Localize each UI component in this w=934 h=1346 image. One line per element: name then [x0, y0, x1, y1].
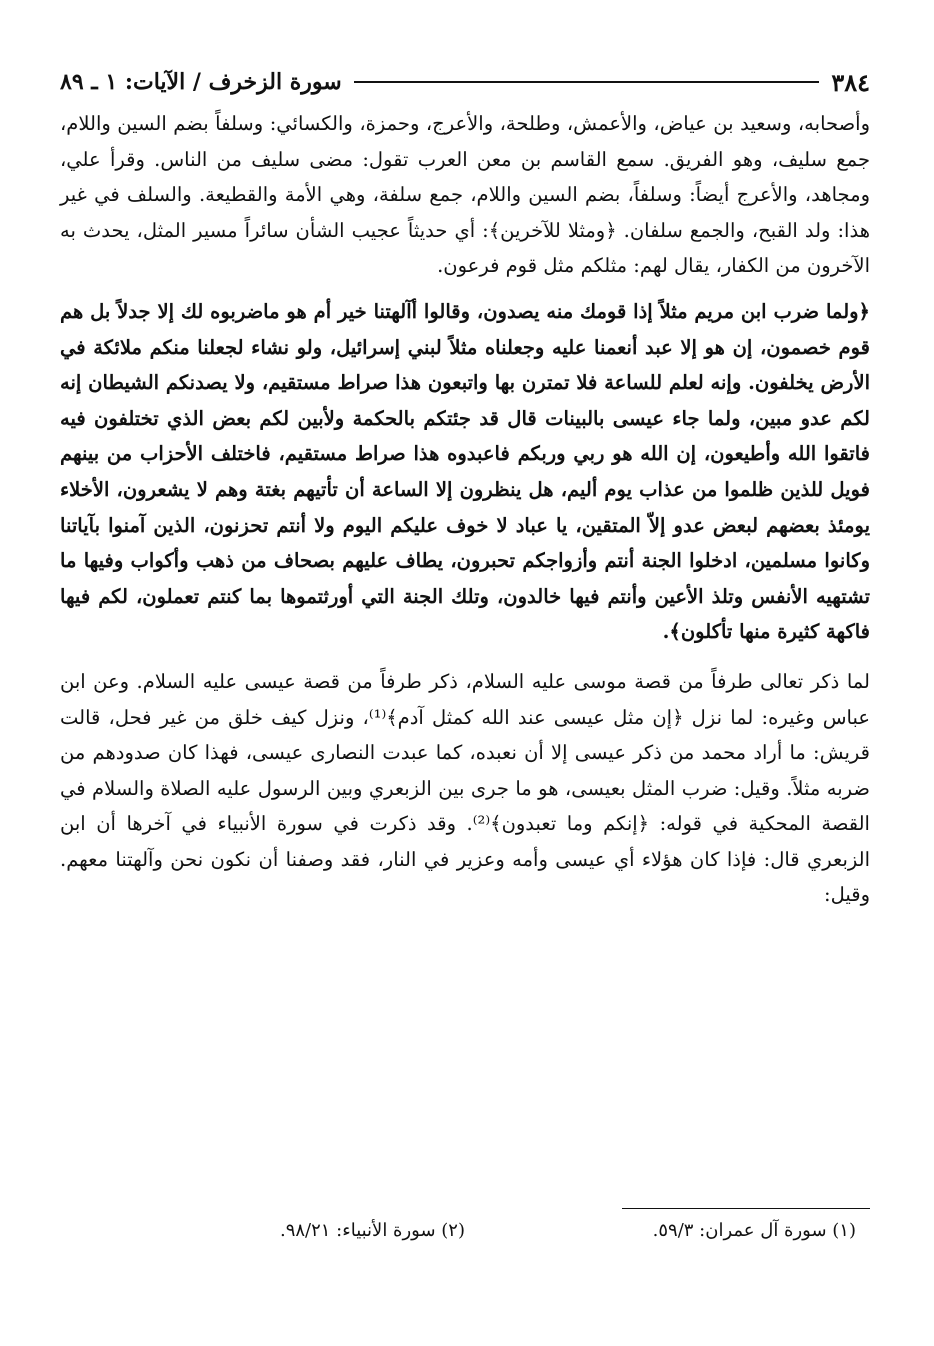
footnote-rule	[622, 1208, 870, 1209]
footnote-1: (١) سورة آل عمران: ٥٩/٣.	[652, 1220, 856, 1241]
verses-paragraph: ﴿ولما ضرب ابن مريم مثلاً إذا قومك منه يصدون، وقالوا أآلهتنا خير أم هو ماضربوه لك إلا جدلاً بل هم قوم خصمون، إن هو إلا عبد أنعمنا عليه وجعلناه مثلاً لبني إسرائيل، ولو نشاء لجعلنا منكم ملائكة في الأرض يخلفون. وإنه لعلم للساعة فلا تمترن بها واتبعون هذا صراط مستقيم، ولا يصدنكم الشيطان إنه لكم عدو مبين، ولما جاء عيسى بالبينات قال قد جئتكم بالحكمة ولأبين لكم بعض الذي تختلفون فيه فاتقوا الله وأطيعون، إن الله هو ربي وربكم فاعبدوه هذا صراط مستقيم، فاختلف الأحزاب من بينهم فويل للذين ظلموا من عذاب يوم أليم، هل ينظرون إلا الساعة أن تأتيهم بغتة وهم لا يشعرون، الأخلاء يومئذ بعضهم لبعض عدو إلاّ المتقين، يا عباد لا خوف عليكم اليوم ولا أنتم تحزنون، الذين آمنوا بآياتنا وكانوا مسلمين، ادخلوا الجنة أنتم وأزواجكم تحبرون، يطاف عليهم بصحاف من ذهب وأكواب وفيها ما تشتهيه الأنفس وتلذ الأعين وأنتم فيها خالدون، وتلك الجنة التي أورثتموها بما كنتم تعملون، لكم فيها فاكهة كثيرة منها تأكلون﴾.	[60, 299, 870, 644]
intro-paragraph: وأصحابه، وسعيد بن عياض، والأعمش، وطلحة، والأعرج، وحمزة، والكسائي: وسلفاً بضم السين واللام، جمع سليف، وهو الفريق. سمع القاسم بن معن العرب تقول: مضى سليف من الناس. وقرأ علي، ومجاهد، والأعرج أيضاً: وسلفاً، بضم السين واللام، جمع سلفة، وهي الأمة والقطيعة. والسلف في غير هذا: ولد القبح، والجمع سلفان. ﴿ومثلا للآخرين﴾: أي حديثاً عجيب الشأن سائراً مسير المثل، يحدث به الآخرون من الكفار، يقال لهم: مثلكم مثل قوم فرعون.	[60, 112, 870, 278]
running-title: سورة الزخرف / الآيات: ١ ـ ٨٩	[60, 69, 342, 95]
footnote-2: (٢) سورة الأنبياء: ٩٨/٢١.	[279, 1220, 465, 1241]
commentary-paragraph: لما ذكر تعالى طرفاً من قصة موسى عليه السلام، ذكر طرفاً من قصة عيسى عليه السلام. وعن ابن عباس وغيره: لما نزل ﴿إن مثل عيسى عند الله كمثل آدم﴾⁽¹⁾، ونزل كيف خلق من غير فحل، قالت قريش: ما أراد محمد من ذكر عيسى إلا أن نعبده، كما عبدت النصارى عيسى، فهذا كان صدودهم من ضربه مثلاً. وقيل: ضرب المثل بعيسى، هو ما جرى بين الزبعري وبين الرسول عليه الصلاة والسلام في القصة المحكية في قوله: ﴿إنكم وما تعبدون﴾⁽²⁾. وقد ذكرت في سورة الأنبياء في آخرها أن ابن الزبعري قال: فإذا كان هؤلاء أي عيسى وأمه وعزير في النار، فقد وصفنا أن نكون نحن وآلهتنا معهم. وقيل:	[60, 669, 871, 907]
page-number: ٣٨٤	[831, 67, 870, 97]
footnotes	[60, 1220, 870, 1241]
footnote-area	[60, 62, 870, 1262]
